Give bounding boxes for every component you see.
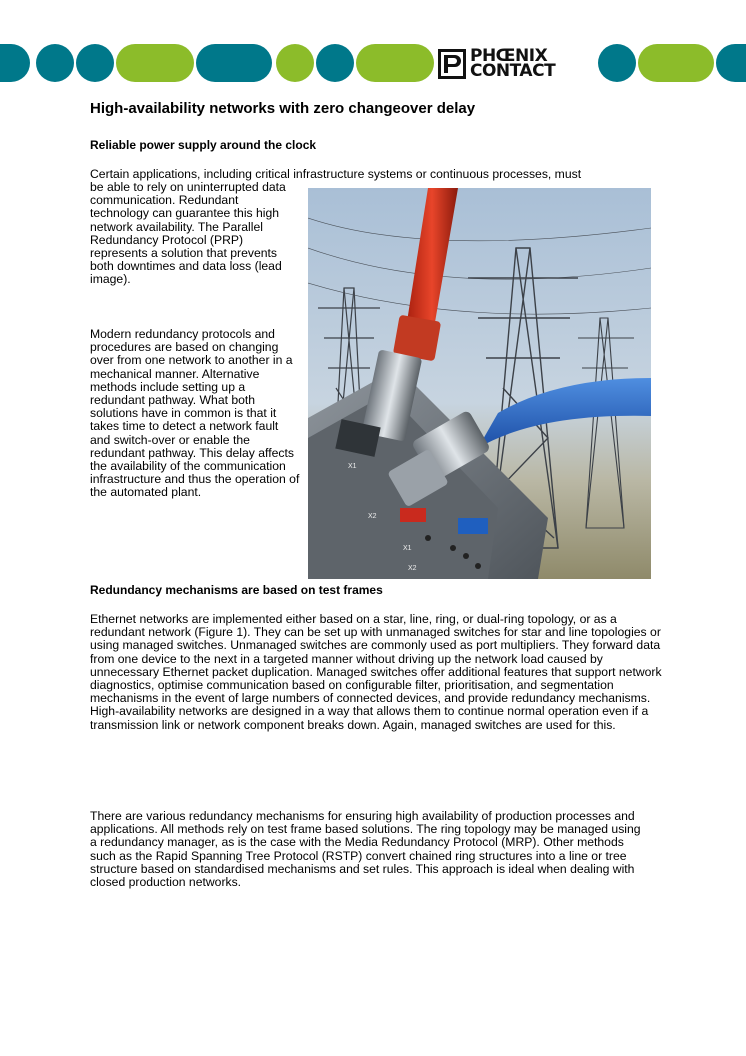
band-shape-teal (598, 44, 636, 82)
port-label: X1 (348, 463, 357, 470)
band-shape-green (116, 44, 194, 82)
band-shape-green (356, 44, 434, 82)
status-label-blue (458, 518, 488, 534)
logo-mark-icon (438, 49, 466, 79)
paragraph-3: Ethernet networks are implemented either based on a star, line, ring, or dual-ring topology, or as a redundant network (Figure 1). They can be set up with unmanaged switches for star and line topologies or using managed switches. Unmanaged switches are commonly used as port multipliers. They forward data from one device to the next in a targeted manner without driving up the network load caused by unnecessary Ethernet packet duplication. Managed switches offer additional features that support network diagnostics, optimise communication based on configurable filter, prioritisation, and segmentation mechanisms in the event of large numbers of connected devices, and provide redundancy mechanisms. High-availability networks are designed in a way that allows them to continue normal operation even if a transmission link or network component breaks down. Again, managed switches are used for this. (90, 612, 662, 732)
section-heading-test-frames: Redundancy mechanisms are based on test frames (90, 583, 383, 597)
logo-line-1: PHŒNIX (470, 46, 548, 66)
status-label-red (400, 508, 426, 522)
port-label: X2 (408, 565, 417, 572)
band-shape-teal (0, 44, 30, 82)
paragraph-1-first-line: Certain applications, including critical infrastructure systems or continuous processes, must (90, 167, 582, 181)
band-shape-teal (76, 44, 114, 82)
article-title: High-availability networks with zero changeover delay (90, 100, 476, 117)
section-heading-power: Reliable power supply around the clock (90, 138, 317, 152)
band-shape-teal (196, 44, 272, 82)
band-shape-green (276, 44, 314, 82)
logo-line-2: CONTACT (470, 61, 556, 81)
phoenix-contact-logo (438, 46, 594, 82)
paragraph-2: Modern redundancy protocols and procedures are based on changing over from one network to another in a mechanical manner. Alternative methods include setting up a redundant pathway. What both solutions have in common is that it takes time to detect a network fault and switch-over or enable the redundant pathway. This delay affects the availability of the communication infrastructure and thus the operation of the automated plant. (90, 327, 300, 500)
port-label: X2 (368, 513, 377, 520)
port-label: X1 (403, 545, 412, 552)
lead-image-ethernet-switch (308, 188, 651, 579)
header-band (0, 44, 746, 84)
paragraph-1: be able to rely on uninterrupted data communication. Redundant technology can guarantee this high network availability. The Parallel Redundancy Protocol (PRP) represents a solution that prevents both downtimes and data loss (lead image). (90, 180, 286, 287)
paragraph-4: There are various redundancy mechanisms for ensuring high availability of production processes and applications. All methods rely on test frame based solutions. The ring topology may be managed using a redundancy manager, as is the case with the Media Redundancy Protocol (MRP). Other methods such as the Rapid Spanning Tree Protocol (RSTP) convert chained ring structures into a line or tree structure based on standardised mechanisms and set rules. This approach is ideal when dealing with closed production networks. (90, 809, 641, 890)
band-shape-teal (36, 44, 74, 82)
band-shape-green (638, 44, 714, 82)
band-shape-teal (316, 44, 354, 82)
band-shape-teal (716, 44, 746, 82)
